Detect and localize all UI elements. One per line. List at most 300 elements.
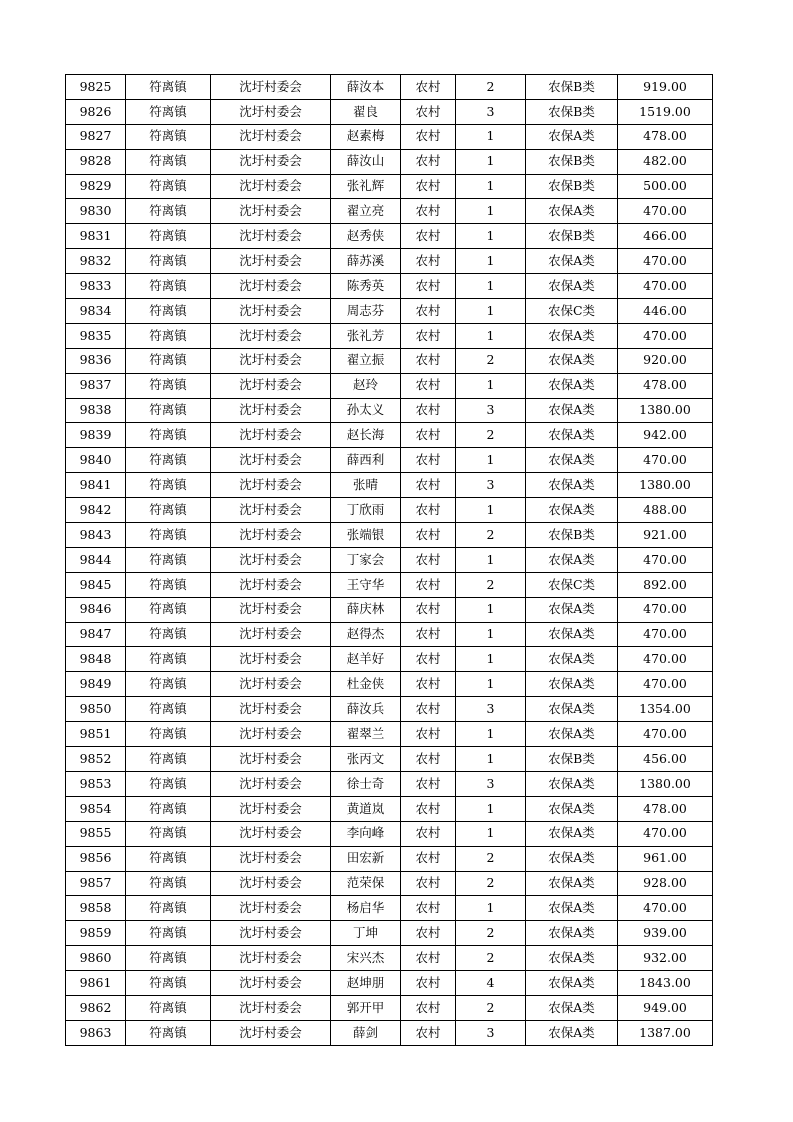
table-row	[66, 174, 713, 199]
cell-count: 3	[456, 1020, 526, 1045]
cell-village: 沈圩村委会	[211, 224, 331, 249]
cell-town: 符离镇	[126, 373, 211, 398]
cell-town: 符离镇	[126, 199, 211, 224]
cell-id: 9852	[66, 747, 126, 772]
cell-id: 9838	[66, 398, 126, 423]
cell-town: 符离镇	[126, 921, 211, 946]
cell-type: 农村	[401, 149, 456, 174]
cell-count: 1	[456, 224, 526, 249]
cell-village: 沈圩村委会	[211, 498, 331, 523]
cell-type: 农村	[401, 672, 456, 697]
table-body	[66, 75, 713, 1046]
cell-town: 符离镇	[126, 473, 211, 498]
cell-town: 符离镇	[126, 771, 211, 796]
cell-town: 符离镇	[126, 423, 211, 448]
table-row	[66, 224, 713, 249]
cell-village: 沈圩村委会	[211, 796, 331, 821]
cell-town: 符离镇	[126, 1020, 211, 1045]
cell-town: 符离镇	[126, 547, 211, 572]
cell-amount: 470.00	[618, 199, 713, 224]
cell-count: 1	[456, 149, 526, 174]
cell-town: 符离镇	[126, 821, 211, 846]
cell-village: 沈圩村委会	[211, 597, 331, 622]
cell-village: 沈圩村委会	[211, 99, 331, 124]
cell-count: 2	[456, 995, 526, 1020]
table-row	[66, 149, 713, 174]
cell-name: 赵素梅	[331, 124, 401, 149]
cell-name: 翟立振	[331, 348, 401, 373]
cell-count: 1	[456, 747, 526, 772]
cell-town: 符离镇	[126, 274, 211, 299]
cell-id: 9837	[66, 373, 126, 398]
cell-name: 徐士奇	[331, 771, 401, 796]
cell-type: 农村	[401, 199, 456, 224]
cell-type: 农村	[401, 995, 456, 1020]
cell-amount: 920.00	[618, 348, 713, 373]
table-row	[66, 796, 713, 821]
cell-count: 1	[456, 199, 526, 224]
cell-name: 杜金侠	[331, 672, 401, 697]
table-row	[66, 199, 713, 224]
cell-town: 符离镇	[126, 722, 211, 747]
cell-id: 9826	[66, 99, 126, 124]
cell-type: 农村	[401, 971, 456, 996]
cell-count: 1	[456, 124, 526, 149]
cell-town: 符离镇	[126, 597, 211, 622]
cell-village: 沈圩村委会	[211, 622, 331, 647]
cell-type: 农村	[401, 722, 456, 747]
cell-type: 农村	[401, 224, 456, 249]
cell-id: 9829	[66, 174, 126, 199]
cell-category: 农保A类	[526, 722, 618, 747]
cell-count: 2	[456, 348, 526, 373]
cell-count: 1	[456, 299, 526, 324]
table-row	[66, 921, 713, 946]
table-row	[66, 697, 713, 722]
cell-name: 杨启华	[331, 896, 401, 921]
cell-village: 沈圩村委会	[211, 149, 331, 174]
cell-amount: 949.00	[618, 995, 713, 1020]
cell-village: 沈圩村委会	[211, 871, 331, 896]
cell-amount: 470.00	[618, 547, 713, 572]
cell-category: 农保A类	[526, 921, 618, 946]
cell-amount: 1387.00	[618, 1020, 713, 1045]
cell-village: 沈圩村委会	[211, 995, 331, 1020]
table-row	[66, 672, 713, 697]
cell-id: 9847	[66, 622, 126, 647]
table-row	[66, 75, 713, 100]
cell-category: 农保A类	[526, 946, 618, 971]
cell-type: 农村	[401, 871, 456, 896]
cell-count: 2	[456, 75, 526, 100]
cell-village: 沈圩村委会	[211, 398, 331, 423]
cell-town: 符离镇	[126, 448, 211, 473]
cell-count: 2	[456, 523, 526, 548]
cell-category: 农保A类	[526, 498, 618, 523]
cell-count: 2	[456, 871, 526, 896]
cell-type: 农村	[401, 373, 456, 398]
cell-category: 农保A类	[526, 1020, 618, 1045]
table-row	[66, 423, 713, 448]
cell-village: 沈圩村委会	[211, 75, 331, 100]
cell-village: 沈圩村委会	[211, 771, 331, 796]
cell-count: 1	[456, 647, 526, 672]
cell-town: 符离镇	[126, 995, 211, 1020]
cell-amount: 470.00	[618, 448, 713, 473]
cell-name: 薛汝本	[331, 75, 401, 100]
cell-type: 农村	[401, 448, 456, 473]
cell-amount: 470.00	[618, 672, 713, 697]
cell-village: 沈圩村委会	[211, 821, 331, 846]
cell-village: 沈圩村委会	[211, 348, 331, 373]
cell-category: 农保A类	[526, 398, 618, 423]
cell-village: 沈圩村委会	[211, 647, 331, 672]
cell-type: 农村	[401, 124, 456, 149]
cell-type: 农村	[401, 547, 456, 572]
table-row	[66, 473, 713, 498]
cell-amount: 446.00	[618, 299, 713, 324]
cell-id: 9845	[66, 572, 126, 597]
cell-town: 符离镇	[126, 572, 211, 597]
table-row	[66, 597, 713, 622]
cell-amount: 478.00	[618, 124, 713, 149]
cell-name: 宋兴杰	[331, 946, 401, 971]
cell-amount: 478.00	[618, 796, 713, 821]
cell-name: 张丙文	[331, 747, 401, 772]
cell-category: 农保B类	[526, 75, 618, 100]
cell-id: 9853	[66, 771, 126, 796]
cell-count: 1	[456, 498, 526, 523]
cell-type: 农村	[401, 323, 456, 348]
cell-name: 薛西利	[331, 448, 401, 473]
cell-amount: 942.00	[618, 423, 713, 448]
cell-village: 沈圩村委会	[211, 921, 331, 946]
table-row	[66, 448, 713, 473]
cell-id: 9854	[66, 796, 126, 821]
cell-id: 9859	[66, 921, 126, 946]
cell-category: 农保A类	[526, 647, 618, 672]
cell-count: 3	[456, 473, 526, 498]
cell-name: 翟翠兰	[331, 722, 401, 747]
cell-type: 农村	[401, 697, 456, 722]
cell-category: 农保A类	[526, 697, 618, 722]
cell-town: 符离镇	[126, 523, 211, 548]
cell-amount: 1380.00	[618, 398, 713, 423]
cell-category: 农保A类	[526, 348, 618, 373]
cell-type: 农村	[401, 796, 456, 821]
cell-category: 农保A类	[526, 821, 618, 846]
cell-count: 3	[456, 697, 526, 722]
cell-category: 农保A类	[526, 672, 618, 697]
cell-id: 9860	[66, 946, 126, 971]
table-row	[66, 1020, 713, 1045]
cell-type: 农村	[401, 747, 456, 772]
table-row	[66, 846, 713, 871]
cell-amount: 470.00	[618, 722, 713, 747]
cell-town: 符离镇	[126, 323, 211, 348]
cell-name: 张晴	[331, 473, 401, 498]
cell-village: 沈圩村委会	[211, 249, 331, 274]
cell-name: 翟良	[331, 99, 401, 124]
cell-name: 黄道岚	[331, 796, 401, 821]
cell-name: 薛剑	[331, 1020, 401, 1045]
table-row	[66, 274, 713, 299]
cell-amount: 470.00	[618, 249, 713, 274]
cell-town: 符离镇	[126, 99, 211, 124]
cell-count: 1	[456, 547, 526, 572]
cell-village: 沈圩村委会	[211, 274, 331, 299]
cell-name: 陈秀英	[331, 274, 401, 299]
cell-village: 沈圩村委会	[211, 547, 331, 572]
cell-village: 沈圩村委会	[211, 747, 331, 772]
cell-village: 沈圩村委会	[211, 697, 331, 722]
cell-type: 农村	[401, 348, 456, 373]
cell-count: 2	[456, 946, 526, 971]
cell-category: 农保A类	[526, 199, 618, 224]
cell-village: 沈圩村委会	[211, 323, 331, 348]
cell-name: 翟立亮	[331, 199, 401, 224]
cell-name: 赵秀侠	[331, 224, 401, 249]
cell-village: 沈圩村委会	[211, 423, 331, 448]
table-row	[66, 995, 713, 1020]
cell-category: 农保C类	[526, 572, 618, 597]
cell-type: 农村	[401, 896, 456, 921]
cell-id: 9861	[66, 971, 126, 996]
table-row	[66, 523, 713, 548]
cell-category: 农保A类	[526, 796, 618, 821]
cell-type: 农村	[401, 423, 456, 448]
cell-count: 1	[456, 896, 526, 921]
cell-amount: 470.00	[618, 274, 713, 299]
cell-name: 薛汝山	[331, 149, 401, 174]
cell-category: 农保C类	[526, 299, 618, 324]
table-row	[66, 971, 713, 996]
cell-town: 符离镇	[126, 697, 211, 722]
table-row	[66, 747, 713, 772]
cell-village: 沈圩村委会	[211, 174, 331, 199]
cell-town: 符离镇	[126, 174, 211, 199]
cell-count: 1	[456, 373, 526, 398]
cell-town: 符离镇	[126, 224, 211, 249]
cell-amount: 1354.00	[618, 697, 713, 722]
cell-amount: 470.00	[618, 622, 713, 647]
cell-village: 沈圩村委会	[211, 896, 331, 921]
cell-village: 沈圩村委会	[211, 373, 331, 398]
cell-village: 沈圩村委会	[211, 722, 331, 747]
cell-count: 3	[456, 398, 526, 423]
cell-name: 赵坤朋	[331, 971, 401, 996]
cell-id: 9850	[66, 697, 126, 722]
cell-category: 农保A类	[526, 995, 618, 1020]
cell-village: 沈圩村委会	[211, 299, 331, 324]
cell-category: 农保B类	[526, 149, 618, 174]
cell-name: 丁坤	[331, 921, 401, 946]
cell-type: 农村	[401, 647, 456, 672]
cell-amount: 470.00	[618, 896, 713, 921]
cell-type: 农村	[401, 572, 456, 597]
cell-type: 农村	[401, 921, 456, 946]
cell-name: 王守华	[331, 572, 401, 597]
table-row	[66, 647, 713, 672]
cell-amount: 478.00	[618, 373, 713, 398]
cell-village: 沈圩村委会	[211, 1020, 331, 1045]
table-row	[66, 323, 713, 348]
cell-name: 田宏新	[331, 846, 401, 871]
table-row	[66, 398, 713, 423]
cell-village: 沈圩村委会	[211, 672, 331, 697]
table-row	[66, 622, 713, 647]
cell-village: 沈圩村委会	[211, 473, 331, 498]
cell-town: 符离镇	[126, 796, 211, 821]
cell-name: 丁欣雨	[331, 498, 401, 523]
cell-category: 农保A类	[526, 622, 618, 647]
cell-amount: 919.00	[618, 75, 713, 100]
cell-town: 符离镇	[126, 672, 211, 697]
cell-town: 符离镇	[126, 846, 211, 871]
benefits-table	[65, 74, 713, 1046]
cell-count: 4	[456, 971, 526, 996]
cell-town: 符离镇	[126, 971, 211, 996]
table-row	[66, 896, 713, 921]
cell-name: 周志芬	[331, 299, 401, 324]
cell-count: 2	[456, 572, 526, 597]
cell-town: 符离镇	[126, 896, 211, 921]
cell-id: 9862	[66, 995, 126, 1020]
cell-town: 符离镇	[126, 75, 211, 100]
cell-category: 农保B类	[526, 174, 618, 199]
cell-amount: 466.00	[618, 224, 713, 249]
cell-id: 9828	[66, 149, 126, 174]
table-row	[66, 99, 713, 124]
cell-category: 农保A类	[526, 448, 618, 473]
cell-category: 农保B类	[526, 747, 618, 772]
cell-id: 9834	[66, 299, 126, 324]
cell-category: 农保A类	[526, 323, 618, 348]
cell-id: 9836	[66, 348, 126, 373]
cell-id: 9863	[66, 1020, 126, 1045]
cell-type: 农村	[401, 299, 456, 324]
cell-town: 符离镇	[126, 647, 211, 672]
cell-count: 1	[456, 597, 526, 622]
cell-category: 农保A类	[526, 597, 618, 622]
cell-category: 农保B类	[526, 99, 618, 124]
cell-category: 农保A类	[526, 846, 618, 871]
table-row	[66, 498, 713, 523]
cell-count: 1	[456, 249, 526, 274]
cell-count: 1	[456, 323, 526, 348]
cell-name: 李向峰	[331, 821, 401, 846]
table-row	[66, 871, 713, 896]
cell-category: 农保B类	[526, 523, 618, 548]
cell-village: 沈圩村委会	[211, 124, 331, 149]
cell-amount: 932.00	[618, 946, 713, 971]
cell-name: 薛汝兵	[331, 697, 401, 722]
cell-id: 9851	[66, 722, 126, 747]
cell-amount: 470.00	[618, 821, 713, 846]
cell-name: 丁家会	[331, 547, 401, 572]
cell-amount: 1380.00	[618, 473, 713, 498]
cell-type: 农村	[401, 498, 456, 523]
cell-category: 农保A类	[526, 124, 618, 149]
cell-town: 符离镇	[126, 622, 211, 647]
cell-name: 范荣保	[331, 871, 401, 896]
cell-type: 农村	[401, 523, 456, 548]
cell-town: 符离镇	[126, 249, 211, 274]
cell-type: 农村	[401, 771, 456, 796]
cell-village: 沈圩村委会	[211, 572, 331, 597]
cell-village: 沈圩村委会	[211, 946, 331, 971]
cell-id: 9841	[66, 473, 126, 498]
cell-type: 农村	[401, 473, 456, 498]
cell-name: 郭开甲	[331, 995, 401, 1020]
table-row	[66, 722, 713, 747]
cell-town: 符离镇	[126, 946, 211, 971]
cell-village: 沈圩村委会	[211, 523, 331, 548]
cell-type: 农村	[401, 274, 456, 299]
cell-id: 9830	[66, 199, 126, 224]
cell-amount: 470.00	[618, 647, 713, 672]
table-row	[66, 299, 713, 324]
cell-category: 农保B类	[526, 224, 618, 249]
table-row	[66, 249, 713, 274]
cell-id: 9825	[66, 75, 126, 100]
cell-name: 赵得杰	[331, 622, 401, 647]
cell-id: 9857	[66, 871, 126, 896]
cell-count: 2	[456, 846, 526, 871]
cell-amount: 892.00	[618, 572, 713, 597]
cell-type: 农村	[401, 174, 456, 199]
table-row	[66, 373, 713, 398]
cell-type: 农村	[401, 75, 456, 100]
cell-count: 1	[456, 448, 526, 473]
cell-category: 农保A类	[526, 871, 618, 896]
cell-category: 农保A类	[526, 274, 618, 299]
cell-town: 符离镇	[126, 149, 211, 174]
cell-town: 符离镇	[126, 398, 211, 423]
cell-town: 符离镇	[126, 124, 211, 149]
cell-count: 2	[456, 423, 526, 448]
cell-amount: 1519.00	[618, 99, 713, 124]
cell-category: 农保A类	[526, 249, 618, 274]
cell-town: 符离镇	[126, 299, 211, 324]
cell-town: 符离镇	[126, 498, 211, 523]
cell-id: 9848	[66, 647, 126, 672]
cell-id: 9839	[66, 423, 126, 448]
cell-town: 符离镇	[126, 348, 211, 373]
cell-village: 沈圩村委会	[211, 448, 331, 473]
cell-type: 农村	[401, 597, 456, 622]
cell-village: 沈圩村委会	[211, 199, 331, 224]
cell-type: 农村	[401, 249, 456, 274]
cell-amount: 470.00	[618, 597, 713, 622]
cell-id: 9835	[66, 323, 126, 348]
cell-count: 1	[456, 174, 526, 199]
cell-type: 农村	[401, 846, 456, 871]
cell-category: 农保A类	[526, 423, 618, 448]
cell-amount: 482.00	[618, 149, 713, 174]
cell-type: 农村	[401, 622, 456, 647]
cell-name: 赵玲	[331, 373, 401, 398]
cell-id: 9858	[66, 896, 126, 921]
cell-id: 9842	[66, 498, 126, 523]
cell-type: 农村	[401, 1020, 456, 1045]
cell-amount: 1380.00	[618, 771, 713, 796]
cell-name: 赵长海	[331, 423, 401, 448]
cell-count: 1	[456, 622, 526, 647]
cell-count: 2	[456, 921, 526, 946]
cell-count: 3	[456, 771, 526, 796]
cell-count: 1	[456, 274, 526, 299]
